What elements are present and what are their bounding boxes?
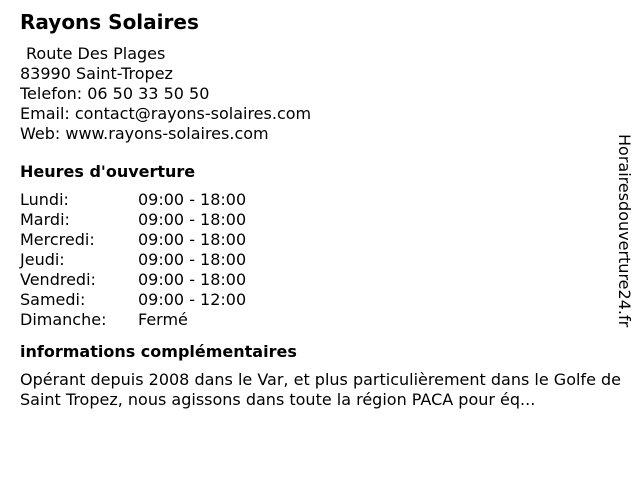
day-label: Jeudi: [20, 250, 65, 269]
city-postal: 83990 Saint-Tropez [20, 64, 173, 83]
additional-info-heading: informations complémentaires [20, 342, 297, 361]
street-address: Route Des Plages [26, 44, 166, 63]
day-hours: 09:00 - 18:00 [138, 190, 247, 209]
website: Web: www.rayons-solaires.com [20, 124, 269, 143]
hours-row-monday [20, 190, 620, 210]
phone-number: Telefon: 06 50 33 50 50 [20, 84, 210, 103]
hours-row-friday [20, 270, 620, 290]
day-label: Mercredi: [20, 230, 95, 249]
hours-row-thursday [20, 250, 620, 270]
day-hours: Fermé [138, 310, 188, 329]
business-card [20, 10, 620, 410]
day-label: Vendredi: [20, 270, 96, 289]
day-hours: 09:00 - 18:00 [138, 210, 247, 229]
email-address: Email: contact@rayons-solaires.com [20, 104, 312, 123]
site-watermark: Horairesdouverture24.fr [615, 134, 634, 328]
day-hours: 09:00 - 12:00 [138, 290, 247, 309]
business-name: Rayons Solaires [20, 10, 199, 34]
day-label: Samedi: [20, 290, 86, 309]
hours-row-sunday [20, 310, 620, 330]
hours-row-wednesday [20, 230, 620, 250]
day-hours: 09:00 - 18:00 [138, 250, 247, 269]
day-label: Mardi: [20, 210, 70, 229]
day-label: Dimanche: [20, 310, 107, 329]
additional-info-text: Opérant depuis 2008 dans le Var, et plus particulièrement dans le Golfe de Saint Tropez, nous agissons dans toute la région PACA pour éq... [20, 370, 621, 409]
opening-hours-heading: Heures d'ouverture [20, 162, 196, 181]
day-hours: 09:00 - 18:00 [138, 270, 247, 289]
day-hours: 09:00 - 18:00 [138, 230, 247, 249]
opening-hours-table [20, 190, 620, 330]
day-label: Lundi: [20, 190, 69, 209]
hours-row-tuesday [20, 210, 620, 230]
hours-row-saturday [20, 290, 620, 310]
contact-block [20, 44, 620, 144]
